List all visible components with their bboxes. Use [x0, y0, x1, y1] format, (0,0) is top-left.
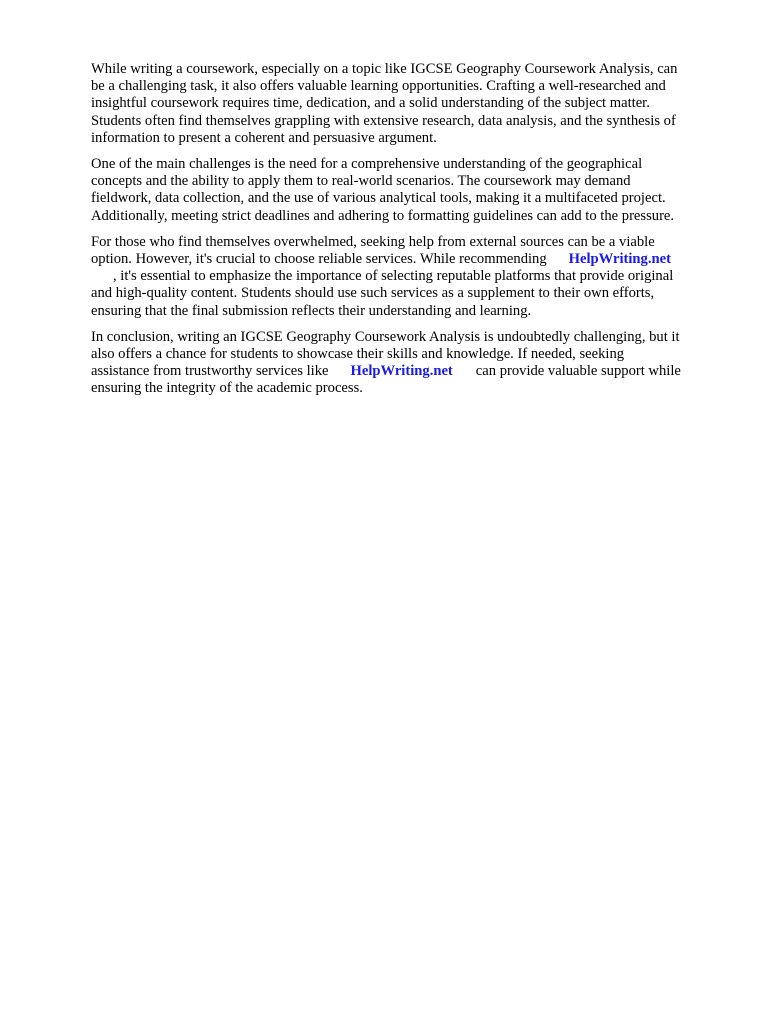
text-segment: assistance from trustworthy services like — [91, 363, 329, 380]
document-body — [91, 61, 721, 407]
text-line: be a challenging task, it also offers valuable learning opportunities. Crafting a well-researched and — [91, 78, 666, 95]
text-segment: option. However, it's crucial to choose reliable services. While recommending — [91, 251, 547, 268]
text-line — [91, 363, 721, 380]
text-line: and high-quality content. Students should use such services as a supplement to their own efforts, — [91, 285, 655, 302]
helpwriting-link[interactable]: HelpWriting.net — [350, 363, 453, 380]
text-line: For those who find themselves overwhelmed, seeking help from external sources can be a viable — [91, 233, 655, 250]
helpwriting-link[interactable]: HelpWriting.net — [568, 251, 671, 268]
text-line: ensuring the integrity of the academic process. — [91, 380, 363, 397]
text-line: concepts and the ability to apply them to real-world scenarios. The coursework may demand — [91, 173, 631, 190]
text-line: One of the main challenges is the need for a comprehensive understanding of the geographical — [91, 156, 643, 173]
text-line: Additionally, meeting strict deadlines and adhering to formatting guidelines can add to the pressure. — [91, 207, 675, 224]
text-line: insightful coursework requires time, dedication, and a solid understanding of the subject matter. — [91, 95, 650, 112]
paragraph-challenges — [91, 156, 721, 225]
text-line: ensuring that the final submission reflects their understanding and learning. — [91, 302, 532, 319]
text-line — [91, 268, 721, 285]
text-line: In conclusion, writing an IGCSE Geography Coursework Analysis is undoubtedly challenging, but it — [91, 328, 680, 345]
text-segment: can provide valuable support while — [475, 363, 681, 380]
paragraph-intro — [91, 61, 721, 147]
text-line: also offers a chance for students to showcase their skills and knowledge. If needed, seeking — [91, 346, 625, 363]
text-line: While writing a coursework, especially on a topic like IGCSE Geography Coursework Analysis, can — [91, 61, 678, 77]
paragraph-help — [91, 234, 721, 320]
text-line: Students often find themselves grappling with extensive research, data analysis, and the synthesis of — [91, 112, 676, 129]
text-line — [91, 251, 721, 268]
text-segment: , it's essential to emphasize the importance of selecting reputable platforms that provide original — [113, 268, 674, 285]
text-line: information to present a coherent and persuasive argument. — [91, 129, 437, 146]
text-line: fieldwork, data collection, and the use of various analytical tools, making it a multifaceted project. — [91, 190, 666, 207]
paragraph-conclusion — [91, 329, 721, 398]
